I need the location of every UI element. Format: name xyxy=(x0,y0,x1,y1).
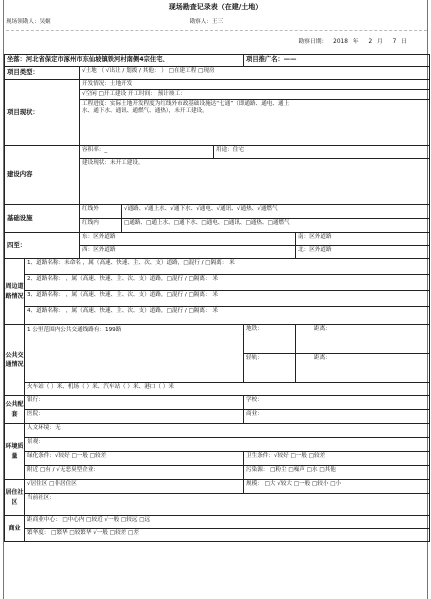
outside-label: 红线外 xyxy=(80,205,122,219)
stink-enterprise: 附近 □有 / √无恶臭型企业： xyxy=(25,466,244,480)
public-facilities-label: 公共配套 xyxy=(5,396,25,424)
transport-row-3 xyxy=(5,383,430,396)
leader-label: 现场领勘人： xyxy=(6,18,40,25)
progress-line2: 水、通下水、通讯、通燃气、通热），未开工建设。 xyxy=(82,108,208,115)
progress-line1: 工程进度：实际土地开发程度为红线外市政基础设施达“七通”（即通路、通电、通上 xyxy=(82,101,290,107)
boundary-west: 西：区外道路 xyxy=(80,246,296,259)
project-name-value: —— xyxy=(283,56,297,63)
project-status-cell xyxy=(80,80,430,146)
road-item: 4、道路名称： ，属（高速、快速、主、次、支）道路，□混行 / □隔离： 米 xyxy=(25,307,430,325)
project-status-label: 项目现状： xyxy=(5,80,80,146)
location-label: 坐落： xyxy=(7,56,26,63)
stations-distance: 火车站（ ）米、机场（ ）米、汽车站（ ）米、港口（ ）米 xyxy=(25,383,430,396)
survey-table xyxy=(4,54,430,542)
commercial-row-2 xyxy=(5,529,430,542)
env-row-4 xyxy=(5,466,430,480)
subway-distance-label: 距离： xyxy=(314,326,331,332)
residential-row-1 xyxy=(5,480,430,494)
landscape: 景观： xyxy=(25,438,430,452)
roads-label: 周边道路情况 xyxy=(5,259,25,325)
env-row-1 xyxy=(5,424,430,438)
subway-label: 地铁： xyxy=(244,325,296,354)
boundary-row-1 xyxy=(5,233,430,246)
project-name-cell xyxy=(244,55,430,67)
residential-label: 居住社区 xyxy=(5,480,25,516)
bank: 银行： xyxy=(25,396,244,410)
bus-lines: 1 公里范围内公共交通线路有：199路 xyxy=(25,325,244,383)
facilities-row-2 xyxy=(5,410,430,424)
light-rail-distance xyxy=(296,354,430,383)
date-year: 2018 xyxy=(333,39,348,45)
leader-value: 吴姬 xyxy=(39,18,51,25)
project-type-label: 项目类型： xyxy=(5,67,80,80)
transport-label: 公共交通情况 xyxy=(5,325,25,396)
road-row-3 xyxy=(5,291,430,307)
date-month-unit: 月 xyxy=(376,39,383,45)
road-row-2 xyxy=(5,275,430,291)
hospital: 医院： xyxy=(25,410,244,424)
location-value: 河北省保定市涿州市东仙坡镇铁河村南侧4宗住宅、 xyxy=(25,56,169,63)
dev-status: 开发情况：土地开发 xyxy=(80,80,429,90)
facilities-row-1 xyxy=(5,396,430,410)
commercial-distance: 距商业中心： □中心内 □较近 √一般 □较远 □远 xyxy=(25,516,430,529)
project-status-row xyxy=(5,80,430,146)
land-use: 用途：住宅 xyxy=(214,146,430,159)
green-condition: 绿化条件：√较好 □一般 □较差 xyxy=(25,452,244,466)
transport-row-1 xyxy=(5,325,430,354)
light-rail-label: 轻轨： xyxy=(244,354,296,383)
school: 学校： xyxy=(244,396,430,410)
road-row-1 xyxy=(5,259,430,275)
inside-label: 红线内 xyxy=(80,219,122,233)
road-row-4 xyxy=(5,307,430,325)
human-environment: 人文环境：无 xyxy=(25,424,430,438)
commerce: 商业： xyxy=(244,410,430,424)
date-day-unit: 日 xyxy=(401,39,407,45)
header-row xyxy=(6,14,427,31)
residential-community: 当前社区： xyxy=(25,494,430,516)
boundary-east: 东：区外道路 xyxy=(80,233,296,246)
env-row-3 xyxy=(5,452,430,466)
construction-label: 建设内容 xyxy=(5,146,80,205)
survey-form-page xyxy=(3,0,428,599)
commercial-row-1 xyxy=(5,516,430,529)
light-rail-distance-label: 距离： xyxy=(314,355,331,361)
residential-row-2 xyxy=(5,494,430,516)
construction-row-1 xyxy=(5,146,430,159)
construction-start: √空闲 □开工建设 开工时间： 预计竣工： xyxy=(80,90,429,100)
infra-row-outside xyxy=(5,205,430,219)
commercial-label: 商业 xyxy=(5,516,25,542)
boundary-south: 南：区外道路 xyxy=(296,233,430,246)
location-row xyxy=(5,55,430,67)
project-type-value: √土地 （ √出让 / 划拨 / 其他： ） □在建工程 □现房 xyxy=(80,67,430,80)
date-day: 7 xyxy=(392,39,397,45)
surveyor-label: 勘察人： xyxy=(189,18,212,25)
boundary-north: 北：区外道路 xyxy=(296,246,430,259)
subway-distance xyxy=(296,325,430,354)
surveyor-value: 王三 xyxy=(211,18,224,25)
boundaries-label: 四至： xyxy=(5,233,80,259)
road-item: 1、道路名称：未命名 ，属（高速、快速、主、次、支）道路，□混行 / □隔离： 米 xyxy=(25,259,430,275)
env-row-2 xyxy=(5,438,430,452)
hygiene-condition: 卫生条件：√较好 □一般 □较差 xyxy=(244,452,430,466)
project-type-row xyxy=(5,67,430,80)
environment-label: 环境质量 xyxy=(5,424,25,480)
location-cell xyxy=(5,55,244,67)
date-month: 2 xyxy=(368,39,373,45)
survey-date xyxy=(298,39,407,46)
date-year-unit: 年 xyxy=(352,39,359,45)
inside-value: □通路、□通上水、□通下水、□通电、□通讯、□通热、□通燃气 xyxy=(122,219,430,233)
pollution-source: 污染源： □粉尘 □噪声 □水 □其他 xyxy=(244,466,430,480)
plot-ratio: 容积率：_ xyxy=(80,146,214,159)
project-name-label: 项目推广名： xyxy=(246,56,284,63)
date-label: 勘察日期： xyxy=(298,39,328,45)
road-item: 2、道路名称： ，属（高速、快速、主、次、支）道路，□混行 / □隔离： 米 xyxy=(25,275,430,291)
form-title: 现场勘查记录表（在建/土地） xyxy=(168,3,263,11)
residential-zone: √居住区 □非居住区 xyxy=(25,480,244,494)
outside-value: √通路、√通上水、√通下水、√通电、√通讯、√通热、√通燃气 xyxy=(122,205,430,219)
construction-status: 建设现状：未开工建设。 xyxy=(80,159,430,205)
residential-scale: 规模： □大 √较大 □一般 □较小 □小 xyxy=(244,480,430,494)
road-item: 3、道路名称： ，属（高速、快速、主、次、支）道路，□混行 / □隔离： 米 xyxy=(25,291,430,307)
infrastructure-label: 基础设施 xyxy=(5,205,80,233)
commercial-prosperity: 繁华度： □繁华 □较繁华 √一般 □较差 □差 xyxy=(25,529,430,542)
